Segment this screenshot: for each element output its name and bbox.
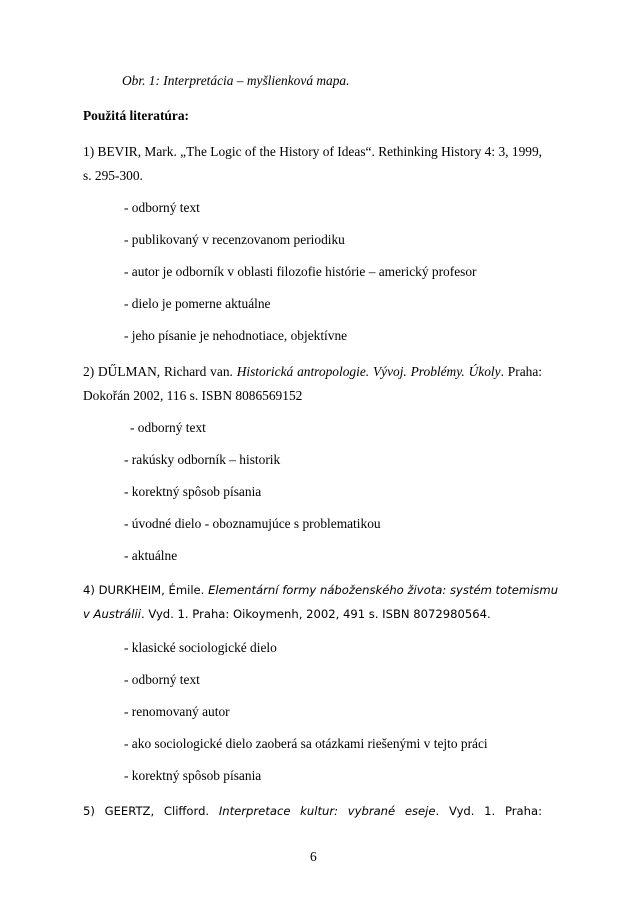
reference-4-title: Elementární formy náboženského života: systém totemismu bbox=[208, 583, 559, 597]
reference-4-title-cont: v Austrálii bbox=[83, 607, 141, 621]
reference-2-bullet: - úvodné dielo - oboznamujúce s problematikou bbox=[124, 516, 381, 531]
reference-1-bullet: - publikovaný v recenzovanom periodiku bbox=[124, 232, 345, 247]
reference-2-publisher: . Praha: bbox=[500, 364, 543, 379]
reference-4-bullet: - odborný text bbox=[124, 672, 200, 687]
reference-2-line-2: Dokořán 2002, 116 s. ISBN 8086569152 bbox=[83, 388, 303, 403]
reference-4-author: 4) DURKHEIM, Émile. bbox=[83, 583, 209, 597]
reference-4-line-1 bbox=[83, 581, 558, 599]
reference-1-line-1: 1) BEVIR, Mark. „The Logic of the History of Ideas“. Rethinking History 4: 3, 1999, bbox=[83, 144, 542, 159]
reference-4-bullet: - ako sociologické dielo zaoberá sa otázkami riešenými v tejto práci bbox=[124, 736, 488, 751]
page-number: 6 bbox=[310, 849, 317, 864]
reference-2-author: 2) DŰLMAN, Richard van. bbox=[83, 364, 237, 379]
reference-2-bullet: - aktuálne bbox=[124, 548, 178, 563]
reference-2-title: Historická antropologie. Vývoj. Problémy. Úkoly bbox=[236, 364, 501, 379]
reference-1-bullet: - jeho písanie je nehodnotiace, objektívne bbox=[124, 328, 348, 343]
reference-5-title: Interpretace kultur: vybrané eseje bbox=[218, 804, 436, 818]
reference-1-line-2: s. 295-300. bbox=[83, 168, 143, 183]
reference-4-bullet: - renomovaný autor bbox=[124, 704, 230, 719]
reference-5-author: 5) GEERTZ, Clifford. bbox=[83, 804, 219, 818]
reference-1-bullet: - odborný text bbox=[124, 200, 200, 215]
reference-5-publisher: . Vyd. 1. Praha: bbox=[435, 804, 542, 818]
reference-4-bullet: - korektný spôsob písania bbox=[124, 768, 262, 783]
reference-1-bullet: - autor je odborník v oblasti filozofie histórie – americký profesor bbox=[124, 264, 477, 279]
reference-4-publisher: . Vyd. 1. Praha: Oikoymenh, 2002, 491 s. ISBN 8072980564. bbox=[140, 607, 491, 621]
reference-2-bullet: - odborný text bbox=[130, 420, 206, 435]
reference-5-line-1 bbox=[83, 802, 542, 820]
figure-caption: Obr. 1: Interpretácia – myšlienková mapa. bbox=[122, 73, 350, 88]
reference-2-bullet: - korektný spôsob písania bbox=[124, 484, 262, 499]
reference-4-line-2 bbox=[83, 605, 491, 623]
reference-2-line-1 bbox=[83, 363, 542, 381]
section-heading: Použitá literatúra: bbox=[83, 108, 189, 123]
reference-4-bullet: - klasické sociologické dielo bbox=[124, 640, 277, 655]
reference-2-bullet: - rakúsky odborník – historik bbox=[124, 452, 281, 467]
reference-1-bullet: - dielo je pomerne aktuálne bbox=[124, 296, 271, 311]
